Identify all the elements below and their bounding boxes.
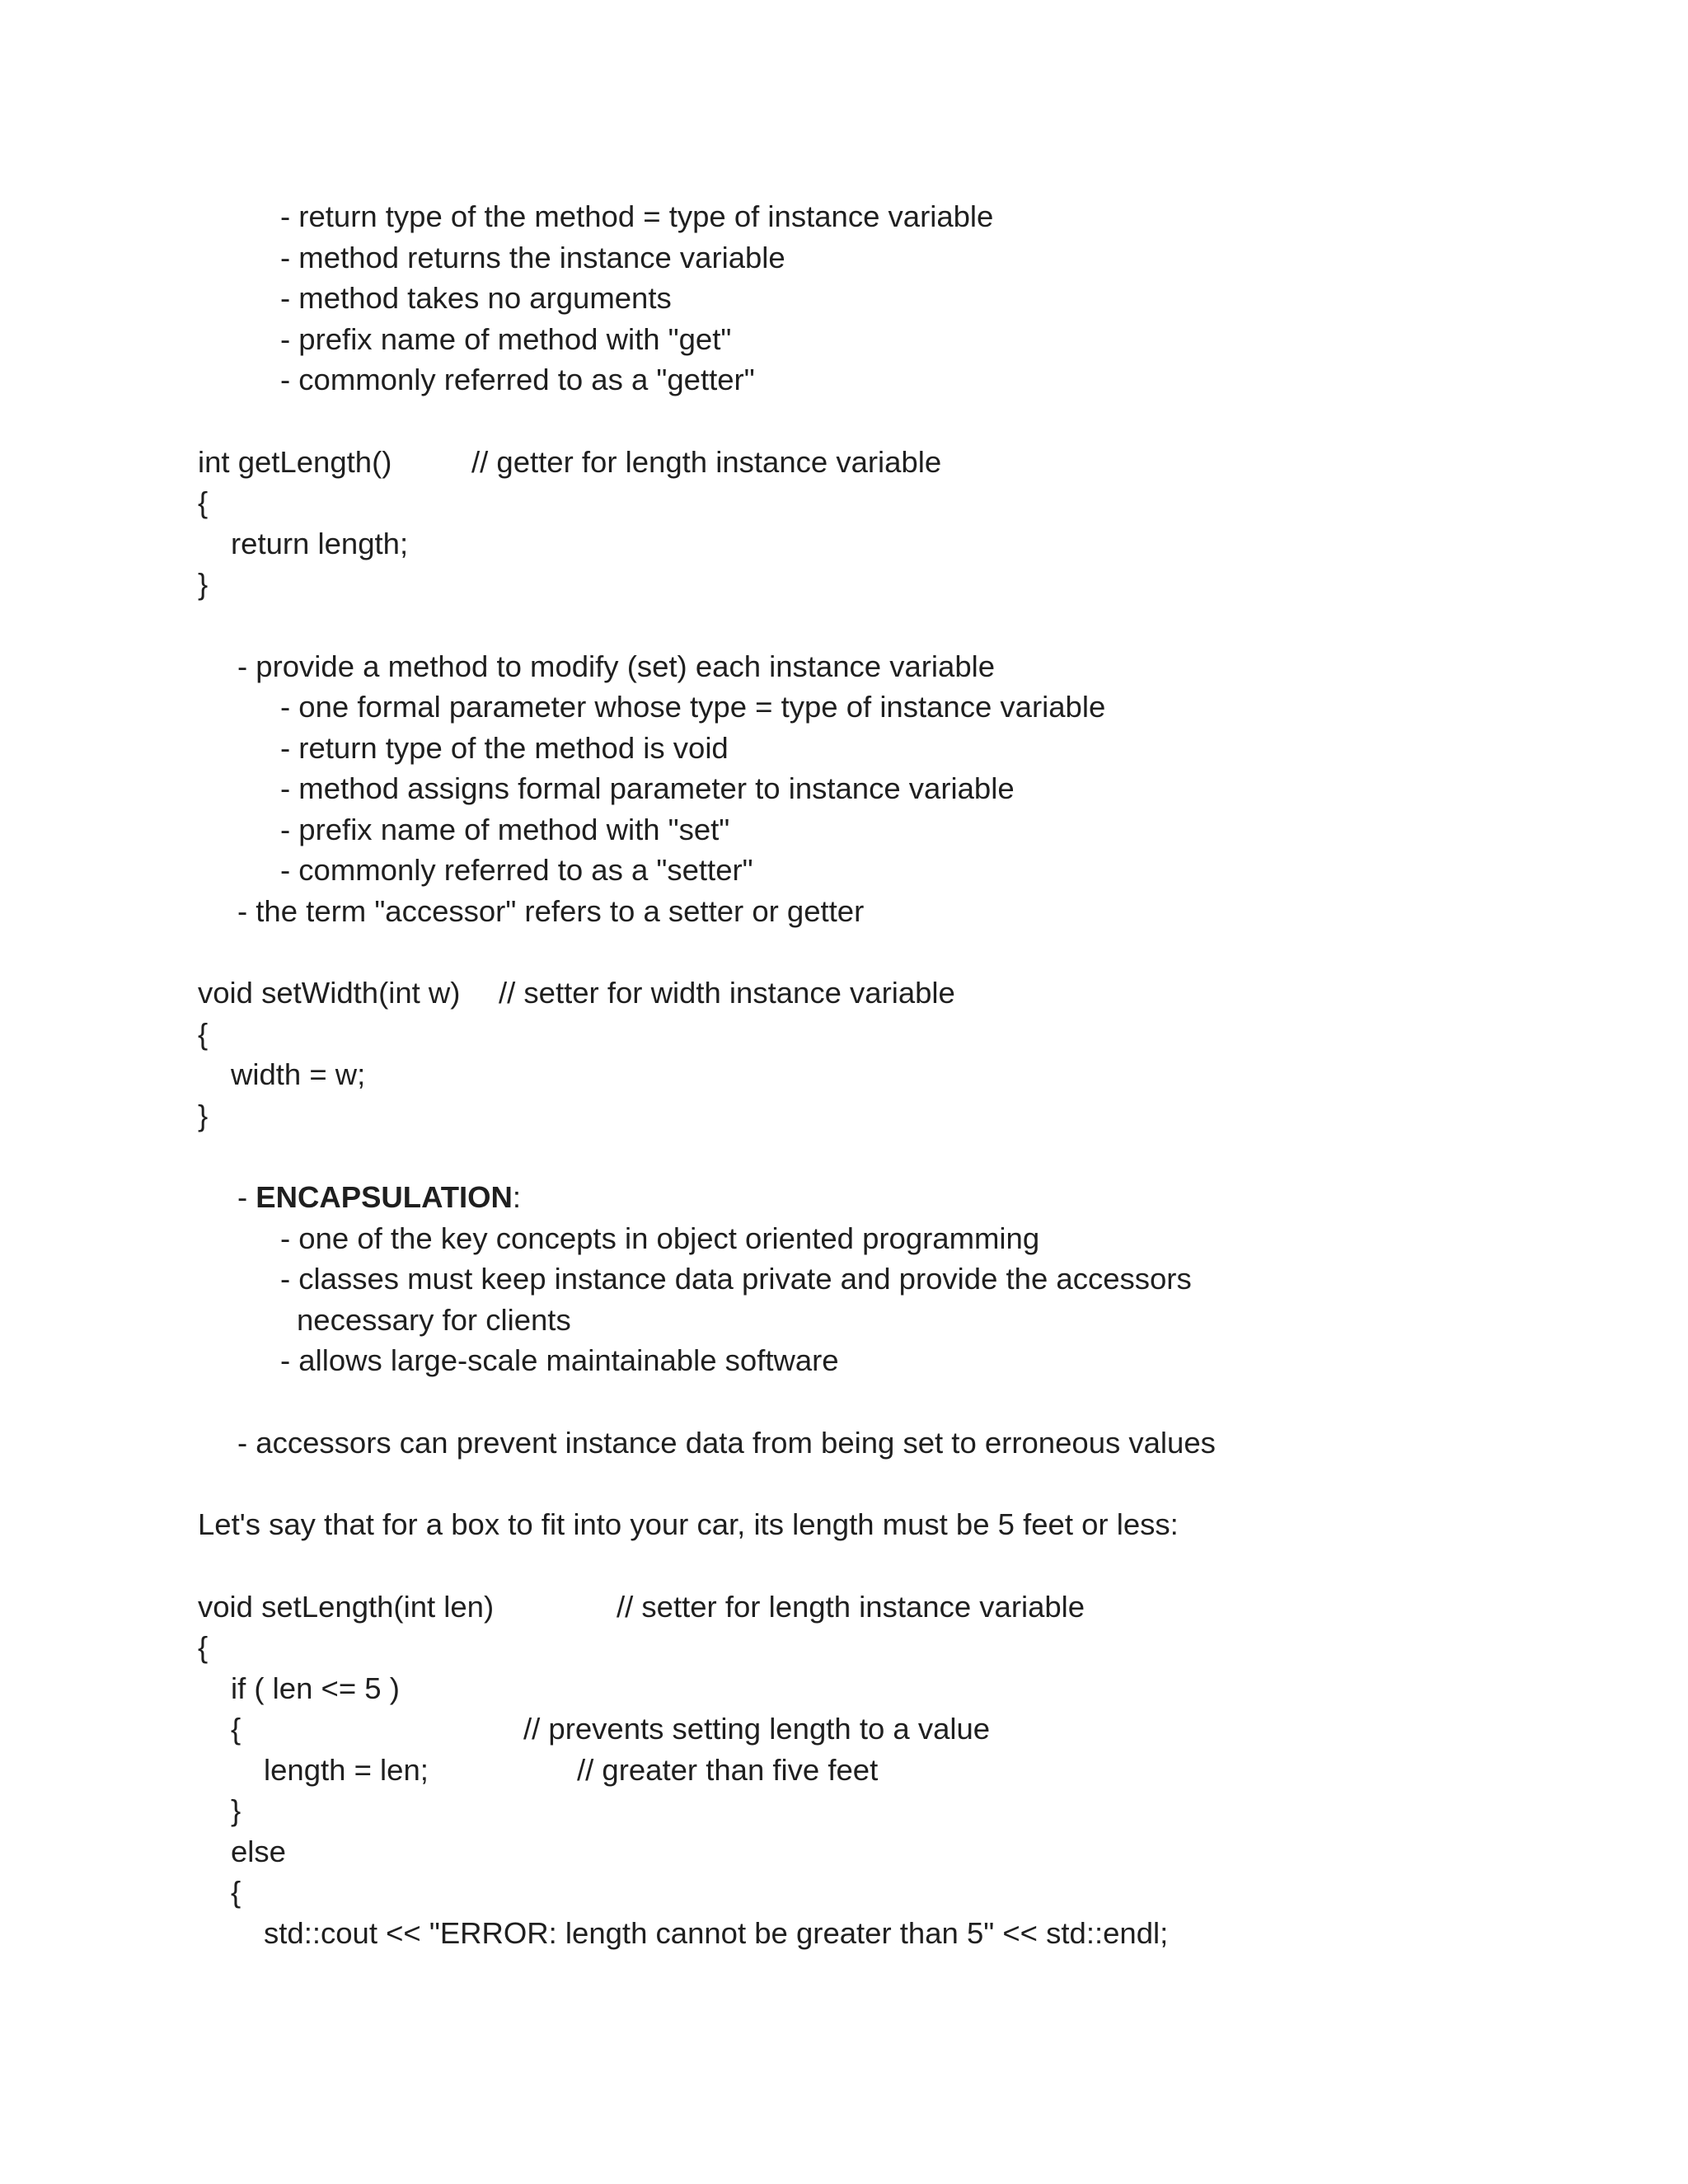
code-if-line: if ( len <= 5 ) <box>231 1671 400 1705</box>
encapsulation-dash: - <box>237 1180 256 1214</box>
code-getter-body: return length; <box>231 527 409 560</box>
code-brace-open: { <box>198 1017 209 1051</box>
getter-bullet: - return type of the method = type of instance variable <box>280 199 994 233</box>
getter-bullet: - prefix name of method with "get" <box>280 322 732 356</box>
getter-bullet: - commonly referred to as a "getter" <box>280 363 755 396</box>
code-setwidth-signature: void setWidth(int w) <box>198 976 461 1010</box>
getter-bullet: - method takes no arguments <box>280 281 672 315</box>
encapsulation-bullet: - classes must keep instance data private and provide the accessors <box>280 1262 1192 1296</box>
code-setlength-comment: // setter for length instance variable <box>617 1590 1085 1624</box>
setter-bullet: - one formal parameter whose type = type of instance variable <box>280 690 1106 724</box>
encapsulation-bullet: - one of the key concepts in object oriented programming <box>280 1221 1040 1255</box>
code-brace-open: { <box>198 485 209 519</box>
code-brace-open: { <box>198 1630 209 1664</box>
code-if-brace-open: { <box>231 1712 241 1746</box>
code-cout-line: std::cout << "ERROR: length cannot be greater than 5" << std::endl; <box>264 1916 1169 1950</box>
getter-bullet: - method returns the instance variable <box>280 241 785 274</box>
encapsulation-colon: : <box>512 1180 522 1214</box>
code-getter-comment: // getter for length instance variable <box>471 445 942 479</box>
setter-intro: - provide a method to modify (set) each instance variable <box>237 649 996 683</box>
encapsulation-bullet: - allows large-scale maintainable software <box>280 1343 839 1377</box>
code-brace-close: } <box>198 1099 209 1132</box>
code-assign-line: length = len; <box>264 1753 429 1787</box>
code-setlength-signature: void setLength(int len) <box>198 1590 495 1624</box>
encapsulation-heading <box>237 1180 522 1214</box>
setter-bullet: - commonly referred to as a "setter" <box>280 853 753 887</box>
code-setwidth-comment: // setter for width instance variable <box>499 976 955 1010</box>
accessor-note: - the term "accessor" refers to a setter or getter <box>237 894 865 928</box>
code-setwidth-body: width = w; <box>231 1057 366 1091</box>
setter-bullet: - return type of the method is void <box>280 731 729 765</box>
setter-bullet: - prefix name of method with "set" <box>280 813 730 846</box>
setter-bullet: - method assigns formal parameter to instance variable <box>280 771 1015 805</box>
accessor-prevent-note: - accessors can prevent instance data from being set to erroneous values <box>237 1426 1216 1460</box>
code-getter-signature: int getLength() <box>198 445 392 479</box>
code-brace-close: } <box>198 567 209 601</box>
code-else-brace-open: { <box>231 1875 241 1909</box>
code-comment-five-feet: // greater than five feet <box>577 1753 879 1787</box>
encapsulation-term: ENCAPSULATION <box>256 1180 513 1214</box>
code-comment-prevents: // prevents setting length to a value <box>523 1712 991 1746</box>
example-intro: Let's say that for a box to fit into your car, its length must be 5 feet or less: <box>198 1507 1179 1541</box>
encapsulation-bullet-continuation: necessary for clients <box>297 1303 571 1337</box>
code-if-brace-close: } <box>231 1793 241 1827</box>
code-else-line: else <box>231 1835 286 1868</box>
